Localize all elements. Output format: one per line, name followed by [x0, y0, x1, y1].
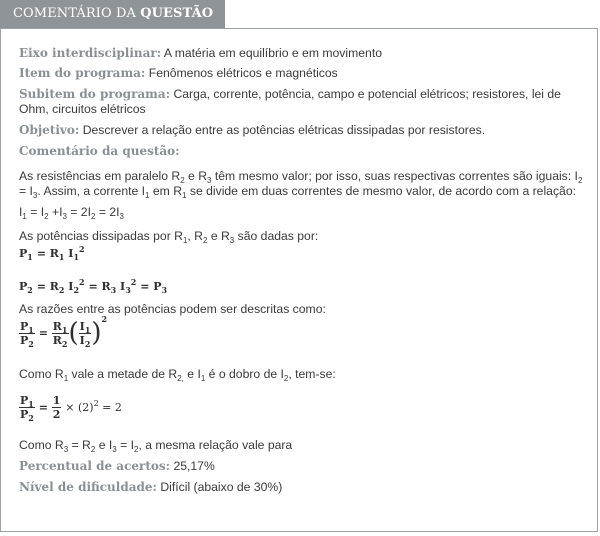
objetivo-row — [19, 123, 587, 138]
percentual-label: Percentual de acertos: — [19, 459, 171, 473]
eixo-value: A matéria em equilíbrio e em movimento — [161, 46, 382, 60]
equation-p1: $P_1 = R_1$ $I_1^2$ — [19, 244, 85, 262]
item-label: Item do programa: — [19, 66, 146, 80]
comentario-row — [19, 144, 587, 159]
current-relation: $I_1 = I_2 +I_3 = 2I_2 = 2I_3$ — [19, 205, 124, 221]
paragraph-9: Como $R_3 = R_2$ e $I_3 = I_2$, a mesma relação vale para — [19, 438, 293, 454]
paragraph-5: As razões entre as potências podem ser descritas como: — [19, 302, 326, 316]
paragraph-3: As potências dissipadas por $R_1$, $R_2$ e $R_3$ são dadas por: — [19, 229, 319, 245]
nivel-label: Nível de dificuldade: — [19, 480, 157, 494]
item-row — [19, 66, 587, 81]
header-prefix: COMENTÁRIO DA — [13, 6, 141, 21]
nivel-value: Difícil (abaixo de 30%) — [156, 480, 283, 494]
comment-content — [19, 46, 587, 495]
result-equation: $\frac{P_1}{P_2}$ = $\frac{1}{2}$ × $(2)^2 = 2$ — [20, 394, 122, 423]
objetivo-label: Objetivo: — [19, 123, 80, 137]
comentario-label: Comentário da questão: — [19, 144, 180, 158]
header-question-number: QUESTÃO 39 — [13, 6, 214, 49]
subitem-label: Subitem do programa: — [19, 87, 171, 101]
eixo-row — [19, 46, 587, 61]
nivel-row — [19, 480, 587, 495]
eixo-label: Eixo interdisciplinar: — [19, 46, 162, 60]
equation-p2-p3: $P_2 = R_2$ $I_2^2 = R_3$ $I_3^2 = P_3$ — [19, 277, 168, 295]
ratio-equation: $\frac{P_1}{P_2}$ = $\frac{R_1}{R_2}$ ( $\frac{I_1}{I_2}$ )$^2$ — [20, 314, 108, 349]
subitem-value: Carga, corrente, potência, campo e potencial elétricos; resistores, lei de Ohm, circuitos elétricos — [19, 87, 561, 116]
percentual-value: 25,17% — [170, 459, 215, 473]
item-value: Fenômenos elétricos e magnéticos — [145, 66, 338, 80]
subitem-row — [19, 87, 587, 117]
paragraph-1: As resistências em paralelo $R_2$ e $R_3$ têm mesmo valor; por isso, suas respectivas correntes são iguais: $I_2 = I_3$. Assim, a corrente $I_1$ em $R_1$ se divide em duas correntes de mesmo valor, de acordo com a relação: — [19, 169, 583, 200]
objetivo-value: Descrever a relação entre as potências elétricas dissipadas por resistores. — [79, 123, 486, 137]
question-header — [0, 0, 225, 49]
percentual-row — [19, 459, 587, 474]
paragraph-7: Como $R_1$ vale a metade de $R_{2,}$ e $I_1$ é o dobro de $I_2$, tem-se: — [19, 367, 336, 383]
